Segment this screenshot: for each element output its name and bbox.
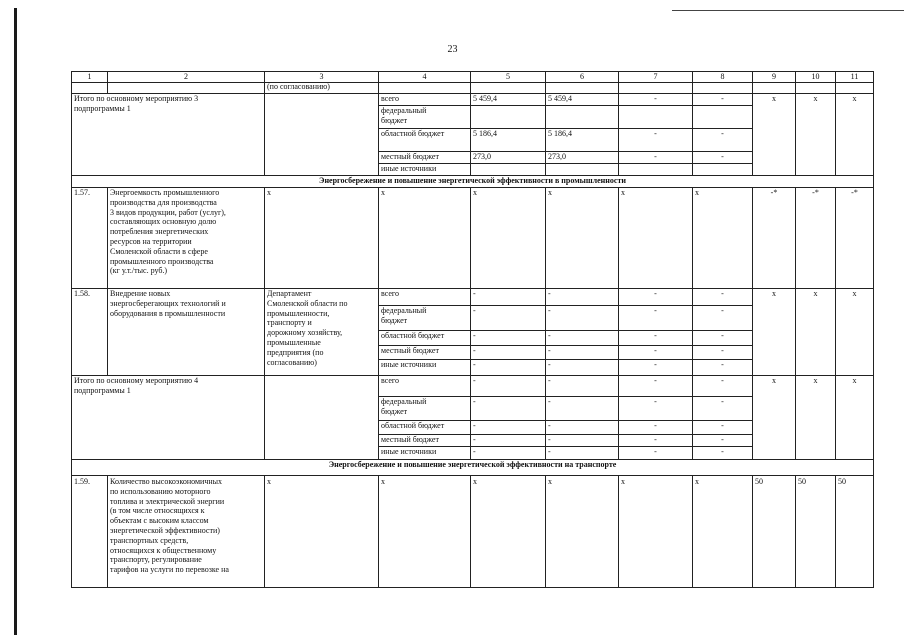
total4-col8-4: - [721, 447, 724, 456]
row159-num: 1.59. [74, 477, 90, 486]
grid-col-line [692, 82, 693, 93]
grid-col-line [835, 375, 836, 459]
row158-col6-3: - [548, 346, 551, 355]
grid-row-line [71, 475, 874, 476]
row157-col5: x [473, 188, 477, 197]
total4-col7-3: - [654, 435, 657, 444]
row158-col9: x [772, 289, 776, 298]
grid-col-line [795, 475, 796, 587]
row158-col7-4: - [654, 360, 657, 369]
grid-col-line [795, 82, 796, 93]
total3-col6-3: 273,0 [548, 152, 566, 161]
total4-col8-3: - [721, 435, 724, 444]
grid-col-line [835, 82, 836, 93]
grid-col-line [71, 71, 72, 587]
total3-source-0: всего [381, 94, 400, 103]
row159-col8: x [695, 477, 699, 486]
total3-col8-2: - [721, 129, 724, 138]
total3-col5-4 [471, 164, 545, 175]
header-col-3: 3 [319, 72, 324, 81]
total4-col8-0: - [721, 376, 724, 385]
total4-col6-3: - [548, 435, 551, 444]
total3-source-4: иные источники [381, 164, 437, 173]
total3-label: Итого по основному мероприятию 3 подпрограммы 1 [74, 94, 199, 113]
total4-col5-2: - [473, 421, 476, 430]
row157-col9: -* [770, 188, 778, 197]
total4-label: Итого по основному мероприятию 4 подпрограммы 1 [74, 376, 199, 395]
row158-col7-2: - [654, 331, 657, 340]
total4-col5-0: - [473, 376, 476, 385]
row158-num: 1.58. [74, 289, 90, 298]
total3-source-1: федеральный бюджет [381, 106, 427, 125]
grid-row-line [71, 587, 874, 588]
row158-col6-2: - [548, 331, 551, 340]
total4-source-1: федеральный бюджет [381, 397, 427, 416]
total3-col7-4 [619, 164, 692, 175]
row158-col8-1: - [721, 306, 724, 315]
section-transport-title: Энергосбережение и повышение энергетической эффективности на транспорте [328, 460, 617, 469]
row158-name: Внедрение новых энергосберегающих технологий и оборудования в промышленности [110, 289, 226, 318]
grid-col-line [795, 288, 796, 375]
total3-col7-2: - [654, 129, 657, 138]
row157-col6: x [548, 188, 552, 197]
header-col-9: 9 [772, 72, 776, 81]
row158-col5-4: - [473, 360, 476, 369]
total3-col5-1 [471, 106, 545, 128]
grid-col-line [545, 187, 546, 288]
grid-col-line [618, 475, 619, 587]
grid-col-line [378, 82, 379, 93]
total3-col8-0: - [721, 94, 724, 103]
total4-col8-1: - [721, 397, 724, 406]
row159-col4: x [381, 477, 385, 486]
row158-col5-2: - [473, 331, 476, 340]
header-col-4: 4 [422, 72, 427, 81]
row157-name: Энергоемкость промышленного производства для производства 3 видов продукции, работ (услуг), составляющих основную долю потребления энергетических ресурсов на территории Смоленской области в сфере промышленного производства (кг у.т./тыс. руб.) [110, 188, 226, 276]
grid-col-line [835, 288, 836, 375]
row158-col5-1: - [473, 306, 476, 315]
total4-col7-0: - [654, 376, 657, 385]
grid-col-line [264, 375, 265, 459]
row158-col10: x [813, 289, 818, 298]
total3-col5-0: 5 459,4 [473, 94, 497, 103]
total3-col9: x [772, 94, 776, 103]
grid-col-line [618, 82, 619, 93]
grid-col-line [264, 93, 265, 175]
grid-row-line [71, 82, 874, 83]
grid-col-line [470, 187, 471, 288]
header-col-5: 5 [506, 72, 510, 81]
header-col-10: 10 [811, 72, 820, 81]
row157-col3: x [267, 188, 271, 197]
row158-col7-1: - [654, 306, 657, 315]
row157-col7: x [621, 188, 625, 197]
section-industry-title: Энергосбережение и повышение энергетической эффективности в промышленности [319, 176, 626, 185]
total4-source-2: областной бюджет [381, 421, 445, 430]
row158-col7-0: - [654, 289, 657, 298]
total3-source-3: местный бюджет [381, 152, 439, 161]
grid-col-line [264, 475, 265, 587]
row159-col9: 50 [755, 477, 763, 486]
total3-col8-4 [693, 164, 752, 175]
row158-col8-3: - [721, 346, 724, 355]
row157-num: 1.57. [74, 188, 90, 197]
total4-source-0: всего [381, 376, 400, 385]
total3-col5-3: 273,0 [473, 152, 491, 161]
grid-col-line [545, 82, 546, 93]
total3-col7-0: - [654, 94, 657, 103]
grid-col-line [835, 187, 836, 288]
total3-col7-1 [619, 106, 692, 128]
total3-col6-1 [546, 106, 618, 128]
grid-col-line [752, 82, 753, 93]
grid-col-line [692, 187, 693, 288]
grid-col-line [835, 93, 836, 175]
total4-col6-4: - [548, 447, 551, 456]
total4-col6-2: - [548, 421, 551, 430]
row158-col7-3: - [654, 346, 657, 355]
grid-col-line [795, 187, 796, 288]
total4-col6-0: - [548, 376, 551, 385]
total4-col8-2: - [721, 421, 724, 430]
grid-col-line [752, 93, 753, 175]
total4-col5-3: - [473, 435, 476, 444]
row158-col8-2: - [721, 331, 724, 340]
grid-col-line [545, 475, 546, 587]
row158-source-3: местный бюджет [381, 346, 439, 355]
row158-source-1: федеральный бюджет [381, 306, 427, 325]
grid-col-line [378, 187, 379, 288]
row158-col6-0: - [548, 289, 551, 298]
total3-col7-3: - [654, 152, 657, 161]
total4-col11: x [852, 376, 857, 385]
executor-continuation: (по согласованию) [267, 82, 330, 91]
total4-col5-4: - [473, 447, 476, 456]
total3-col8-1 [693, 106, 752, 128]
header-col-7: 7 [653, 72, 658, 81]
row158-col5-3: - [473, 346, 476, 355]
header-col-1: 1 [87, 72, 92, 81]
total3-col10: x [813, 94, 818, 103]
row158-col6-1: - [548, 306, 551, 315]
grid-col-line [752, 187, 753, 288]
grid-col-line [873, 71, 874, 588]
total4-source-3: местный бюджет [381, 435, 439, 444]
total4-col7-4: - [654, 447, 657, 456]
total3-col5-2: 5 186,4 [473, 129, 497, 138]
row159-col10: 50 [798, 477, 806, 486]
grid-col-line [752, 288, 753, 375]
row158-col6-4: - [548, 360, 551, 369]
total3-source-2: областной бюджет [381, 129, 445, 138]
row159-col6: x [548, 477, 552, 486]
row159-col3: x [267, 477, 271, 486]
total4-col7-1: - [654, 397, 657, 406]
row159-col11: 50 [838, 477, 846, 486]
total3-col11: x [852, 94, 857, 103]
grid-col-line [470, 475, 471, 587]
total4-col9: x [772, 376, 776, 385]
header-col-8: 8 [720, 72, 725, 81]
grid-col-line [752, 475, 753, 587]
grid-col-line [378, 475, 379, 587]
header-col-11: 11 [850, 72, 859, 81]
grid-col-line [470, 82, 471, 93]
row158-source-4: иные источники [381, 360, 437, 369]
grid-col-line [107, 82, 108, 93]
row157-col8: x [695, 188, 699, 197]
total3-col6-0: 5 459,4 [548, 94, 572, 103]
total4-col10: x [813, 376, 818, 385]
grid-col-line [692, 475, 693, 587]
grid-col-line [752, 375, 753, 459]
header-col-2: 2 [184, 72, 188, 81]
row158-source-2: областной бюджет [381, 331, 445, 340]
grid-col-line [835, 475, 836, 587]
grid-col-line [264, 187, 265, 288]
grid-col-line [618, 187, 619, 288]
row158-col11: x [852, 289, 857, 298]
total3-col8-3: - [721, 152, 724, 161]
row158-col8-4: - [721, 360, 724, 369]
row157-col10: -* [812, 188, 819, 197]
page-number: 23 [447, 44, 458, 55]
grid-col-line [795, 375, 796, 459]
row159-col5: x [473, 477, 477, 486]
total4-col7-2: - [654, 421, 657, 430]
row159-name: Количество высокоэкономичных по использованию моторного топлива и электрической энергии (в том числе относящихся к объектам с высоким классом энергетической эффективности) транспортных средств, относящихся к общественному транспорту, регулирование тарифов на услуги по перевозке на [110, 477, 229, 575]
total4-source-4: иные источники [381, 447, 437, 456]
total4-col6-1: - [548, 397, 551, 406]
row158-col5-0: - [473, 289, 476, 298]
row157-col4: x [381, 188, 385, 197]
total3-col6-2: 5 186,4 [548, 129, 572, 138]
row158-executor: Департамент Смоленской области по промышленности, транспорту и дорожному хозяйству, промышленные предприятия (по согласованию) [267, 289, 348, 367]
header-col-6: 6 [580, 72, 584, 81]
grid-col-line [795, 93, 796, 175]
total4-col5-1: - [473, 397, 476, 406]
row159-col7: x [621, 477, 625, 486]
row157-col11: -* [851, 188, 858, 197]
total3-col6-4 [546, 164, 618, 175]
row158-source-0: всего [381, 289, 400, 298]
row158-col8-0: - [721, 289, 724, 298]
